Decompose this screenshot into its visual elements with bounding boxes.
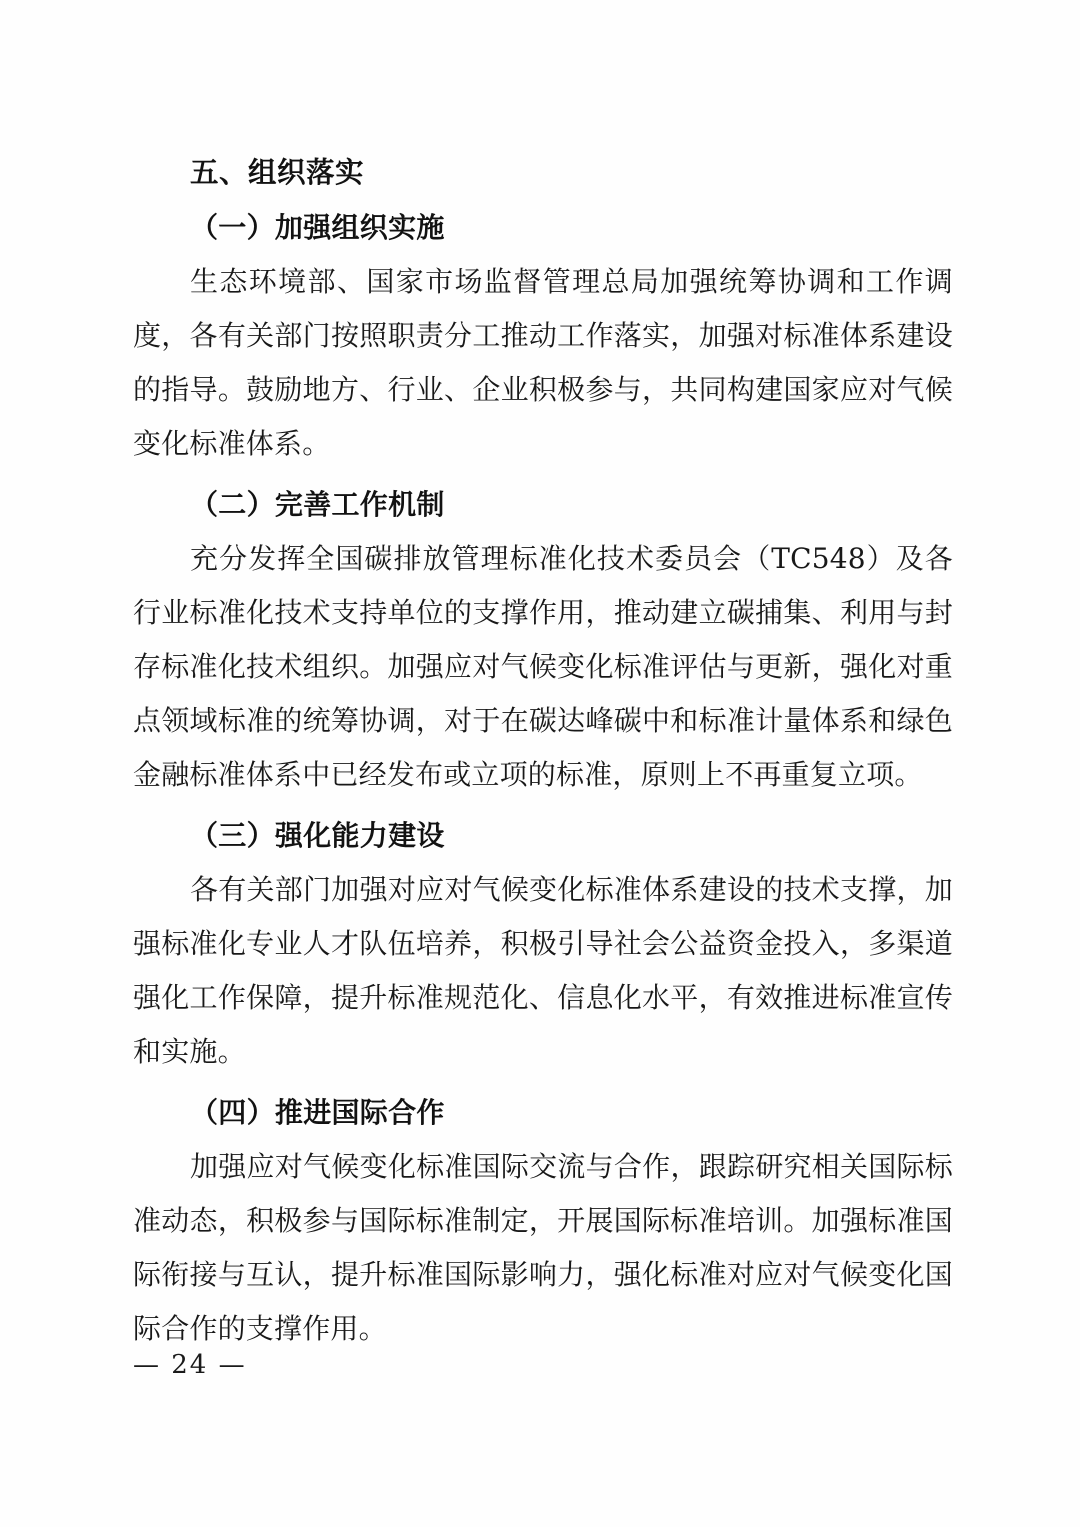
subsection-paragraph-3: 各有关部门加强对应对气候变化标准体系建设的技术支撑，加强标准化专业人才队伍培养，积极引导社会公益资金投入，多渠道强化工作保障，提升标准规范化、信息化水平，有效推进标准宣传和实施。 <box>133 872 953 1068</box>
subsection-paragraph-1: 生态环境部、国家市场监督管理总局加强统筹协调和工作调度，各有关部门按照职责分工推动工作落实，加强对标准体系建设的指导。鼓励地方、行业、企业积极参与，共同构建国家应对气候变化标准体系。 <box>133 264 953 461</box>
subsection-title-3: （三）强化能力建设 <box>190 819 445 853</box>
page-footer <box>0 1350 1080 1380</box>
subsection-paragraph-2: 充分发挥全国碳排放管理标准化技术委员会（TC548）及各行业标准化技术支持单位的支撑作用，推动建立碳捕集、利用与封存标准化技术组织。加强应对气候变化标准评估与更新，强化对重点领域标准的统筹协调，对于在碳达峰碳中和标准计量体系和绿色金融标准体系中已经发布或立项的标准，原则上不再重复立项。 <box>133 541 953 792</box>
subsection-paragraph-4: 加强应对气候变化标准国际交流与合作，跟踪研究相关国际标准动态，积极参与国际标准制定，开展国际标准培训。加强标准国际衔接与互认，提升标准国际影响力，强化标准对应对气候变化国际合作的支撑作用。 <box>133 1149 953 1345</box>
subsection-title-4: （四）推进国际合作 <box>190 1095 445 1129</box>
section-heading: 五、组织落实 <box>190 155 365 189</box>
page-content <box>133 150 953 1358</box>
subsection-title-2: （二）完善工作机制 <box>190 488 445 522</box>
subsection-title-1: （一）加强组织实施 <box>190 211 445 245</box>
page-number: — 24 — <box>133 1350 247 1380</box>
